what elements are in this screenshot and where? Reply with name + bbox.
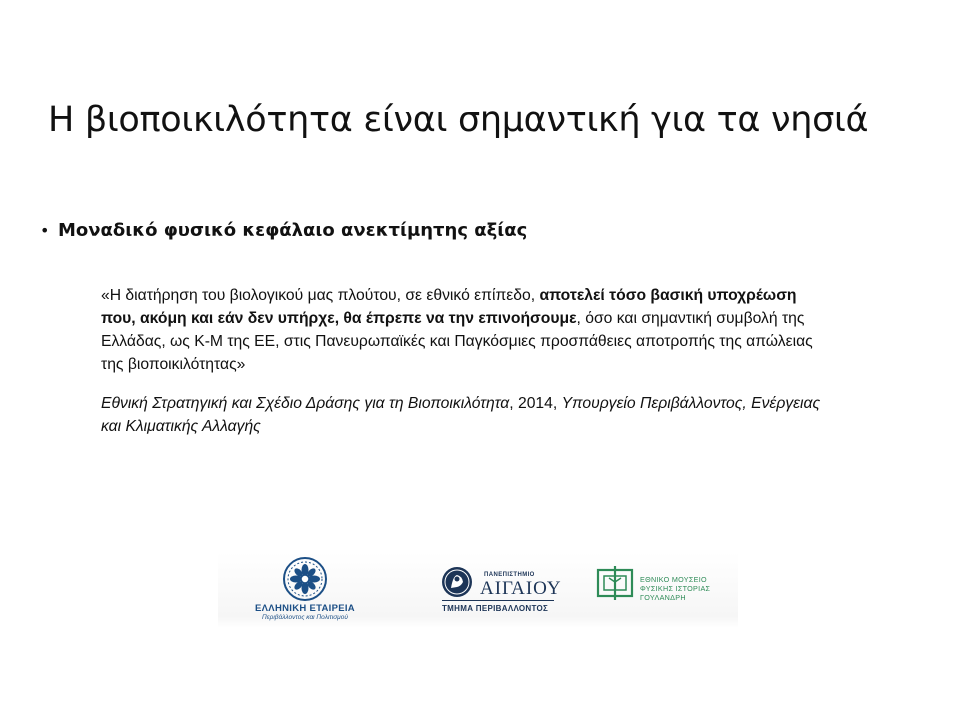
quote-part-1: «Η διατήρηση του βιολογικού μας πλούτου, σε εθνικό επίπεδο, bbox=[101, 287, 540, 304]
aegean-divider bbox=[442, 600, 554, 601]
ellet-logo bbox=[240, 552, 370, 621]
goulandris-line-2: ΦΥΣΙΚΗΣ ΙΣΤΟΡΙΑΣ bbox=[640, 584, 711, 593]
quote-block bbox=[101, 284, 821, 438]
aegean-seal-icon bbox=[440, 566, 474, 598]
goulandris-line-3: ΓΟΥΛΑΝΔΡΗ bbox=[640, 593, 686, 602]
goulandris-building-icon bbox=[596, 564, 634, 602]
ellet-emblem-icon bbox=[282, 556, 328, 602]
citation-publisher: Υπουργείο Περιβάλλοντος, Ενέργειας και Κλιματικής Αλλαγής bbox=[101, 395, 821, 435]
aegean-university-label: ΠΑΝΕΠΙΣΤΗΜΙΟ bbox=[484, 572, 535, 578]
ellet-name: ΕΛΛΗΝΙΚΗ ΕΤΑΙΡΕΙΑ bbox=[255, 603, 355, 614]
ellet-subtitle: Περιβάλλοντος και Πολιτισμού bbox=[262, 614, 348, 621]
quote-text bbox=[101, 284, 821, 376]
citation bbox=[101, 392, 821, 438]
logo-strip bbox=[218, 552, 738, 628]
bullet-dot-icon: • bbox=[40, 221, 50, 240]
aegean-name: ΑΙΓΑΙΟΥ bbox=[480, 578, 562, 599]
bullet-item bbox=[40, 220, 527, 241]
aegean-department: ΤΜΗΜΑ ΠΕΡΙΒΑΛΛΟΝΤΟΣ bbox=[442, 604, 549, 613]
quote-bold-part: αποτελεί τόσο βασική υποχρέωση που, ακόμη και εάν δεν υπήρχε, θα έπρεπε να την επινοήσουμε bbox=[101, 287, 797, 327]
bullet-text: Μοναδικό φυσικό κεφάλαιο ανεκτίμητης αξίας bbox=[58, 220, 528, 241]
quote-part-2: , όσο και σημαντική συμβολή της Ελλάδας, ως Κ-Μ της ΕΕ, στις Πανευρωπαϊκές και Παγκόσμιες προσπάθειες αποτροπής της απώλειας της βιοποικιλότητας» bbox=[101, 310, 813, 373]
goulandris-line-1: ΕΘΝΙΚΟ ΜΟΥΣΕΙΟ bbox=[640, 575, 707, 584]
citation-title: Εθνική Στρατηγική και Σχέδιο Δράσης για τη Βιοποικιλότητα bbox=[101, 395, 510, 412]
citation-year: , 2014, bbox=[509, 395, 562, 412]
slide-title: Η βιοποικιλότητα είναι σημαντική για τα νησιά bbox=[48, 100, 869, 140]
